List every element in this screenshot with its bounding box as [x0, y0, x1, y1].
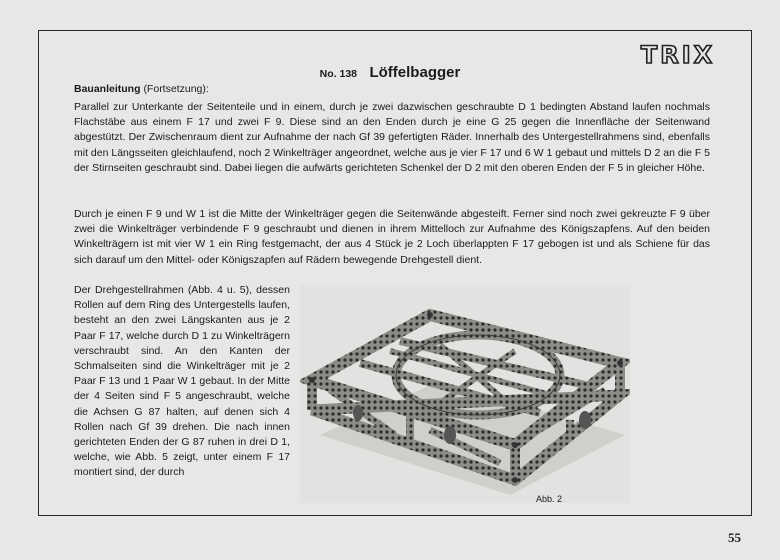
model-title: Löffelbagger — [369, 64, 461, 81]
page-heading — [0, 64, 780, 82]
paragraph-2: Durch je einen F 9 und W 1 ist die Mitte der Winkelträger gegen die Seitenwände abgesteift. Ferner sind noch zwei gekreuzte F 9 über zwei die Winkelträger verbindende F 9 geschraubt und dienen in ihrem Mittelloch zur Aufnahme des Königszapfens. Auf den beiden Winkelträgern ist mit vier W 1 ein Ring festgemacht, der aus 4 Stück je 2 Loch überlappten F 17 gebogen ist und als Schiene für das sich darauf um den Mittel- oder Königszapfen auf Rädern bewegende Drehgestell dient. — [74, 208, 710, 266]
paragraph-3: Der Drehgestellrahmen (Abb. 4 u. 5), dessen Rollen auf dem Ring des Untergestells laufen, besteht an den zwei Längskanten aus je 2 Paar F 17, welche durch D 1 zu Winkelträgern verschraubt sind. An den Kanten der Schmalseiten sind die Winkelträger mit je 2 Paar F 13 und 1 Paar W 1 gebaut. In der Mitte der 4 Seiten sind F 5 angeschraubt, welche die Achsen G 87 halten, auf denen sich 4 Rollen nach Gf 39 drehen. Die nach innen gerichteten Enden der G 87 ruhen in drei D 1, welche, wie Abb. 5 zeigt, unter einem F 17 montiert sind, der durch — [74, 284, 290, 479]
figure-caption: Abb. 2 — [536, 494, 563, 504]
page-number: 55 — [728, 530, 741, 545]
svg-text:TRIX: TRIX — [640, 42, 716, 68]
undercarriage-photo — [300, 285, 630, 503]
section-subheading — [74, 83, 209, 95]
subheading-rest: (Fortsetzung): — [143, 83, 209, 95]
paragraph-1: Parallel zur Unterkante der Seitenteile und in einem, durch je zwei dazwischen geschraubte D 1 bedingten Abstand laufen nochmals Flachstäbe aus einem F 17 und zwei F 9. Diese sind an den Enden durch je eine G 25 gegen die Innenfläche der Seitenwand abgestützt. Der Zwischenraum dient zur Aufnahme der nach Gf 39 gefertigten Räder. Innerhalb des Untergestellrahmens sind, ebenfalls mit den Längsseiten gleichlaufend, noch 2 Winkelträger angeordnet, welche aus je vier F 17 und 6 W 1 gebaut und mittels D 2 an die F 5 der Stirnseiten geschraubt sind. Dabei liegen die aufwärts gerichteten Schenkel der D 2 mit den oberen Enden der F 5 in gleicher Höhe. — [74, 101, 710, 174]
model-number: No. 138 — [319, 68, 358, 80]
subheading-bold: Bauanleitung — [74, 83, 141, 95]
